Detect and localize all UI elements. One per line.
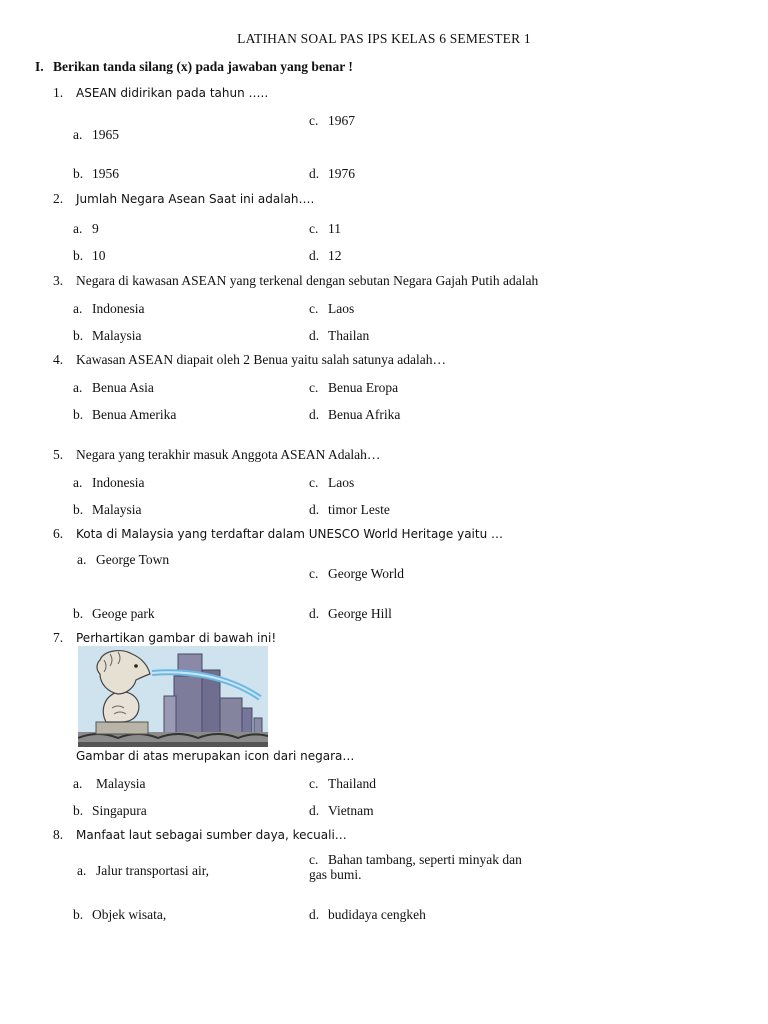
question-6 bbox=[53, 526, 503, 542]
option-1a[interactable] bbox=[73, 127, 119, 143]
option-6b[interactable] bbox=[73, 606, 155, 622]
option-letter: a. bbox=[73, 127, 83, 142]
question-7 bbox=[53, 630, 276, 646]
option-5a[interactable] bbox=[73, 475, 144, 491]
option-7c[interactable] bbox=[309, 776, 376, 792]
option-letter: c. bbox=[309, 113, 319, 128]
option-letter: d. bbox=[309, 407, 320, 422]
option-letter: b. bbox=[73, 803, 84, 818]
section-heading bbox=[35, 59, 353, 75]
option-8d[interactable] bbox=[309, 907, 426, 923]
question-number: 5. bbox=[53, 447, 64, 462]
option-2c[interactable] bbox=[309, 221, 341, 237]
question-text: Jumlah Negara Asean Saat ini adalah…. bbox=[76, 192, 315, 206]
option-letter: b. bbox=[73, 407, 84, 422]
option-letter: d. bbox=[309, 328, 320, 343]
option-text: 10 bbox=[92, 248, 106, 263]
option-text: Laos bbox=[328, 301, 355, 316]
option-text: Geoge park bbox=[92, 606, 155, 621]
option-letter: c. bbox=[309, 776, 319, 791]
option-text: Indonesia bbox=[92, 301, 145, 316]
option-2d[interactable] bbox=[309, 248, 342, 264]
option-6a[interactable] bbox=[77, 552, 169, 568]
option-letter: a. bbox=[73, 776, 83, 791]
option-letter: d. bbox=[309, 166, 320, 181]
option-4d[interactable] bbox=[309, 407, 400, 423]
option-text: Laos bbox=[328, 475, 355, 490]
option-letter: a. bbox=[77, 552, 87, 567]
option-letter: b. bbox=[73, 606, 84, 621]
option-text: Thailand bbox=[328, 776, 376, 791]
option-text: 1965 bbox=[92, 127, 119, 142]
option-letter: b. bbox=[73, 248, 84, 263]
option-4c[interactable] bbox=[309, 380, 398, 396]
merlion-skyline-image bbox=[78, 646, 268, 747]
option-text: Benua Amerika bbox=[92, 407, 177, 422]
option-letter: c. bbox=[309, 380, 319, 395]
option-letter: a. bbox=[73, 221, 83, 236]
question-number: 8. bbox=[53, 827, 64, 842]
question-text: Negara yang terakhir masuk Anggota ASEAN Adalah… bbox=[76, 447, 381, 462]
option-text: Vietnam bbox=[328, 803, 374, 818]
option-text: Benua Asia bbox=[92, 380, 154, 395]
option-8c[interactable] bbox=[309, 852, 534, 882]
option-text: Objek wisata, bbox=[92, 907, 167, 922]
merlion-illustration bbox=[78, 646, 268, 747]
option-text: 1967 bbox=[328, 113, 355, 128]
option-2b[interactable] bbox=[73, 248, 106, 264]
question-3 bbox=[53, 273, 538, 289]
option-letter: d. bbox=[309, 502, 320, 517]
option-letter: b. bbox=[73, 502, 84, 517]
option-3d[interactable] bbox=[309, 328, 369, 344]
option-text: Indonesia bbox=[92, 475, 145, 490]
option-5d[interactable] bbox=[309, 502, 390, 518]
option-3c[interactable] bbox=[309, 301, 354, 317]
option-2a[interactable] bbox=[73, 221, 99, 237]
option-text: George World bbox=[328, 566, 405, 581]
option-letter: a. bbox=[77, 863, 87, 878]
question-number: 7. bbox=[53, 630, 64, 645]
question-number: 2. bbox=[53, 191, 64, 206]
question-5 bbox=[53, 447, 380, 463]
option-8b[interactable] bbox=[73, 907, 166, 923]
option-1c[interactable] bbox=[309, 113, 355, 129]
option-3b[interactable] bbox=[73, 328, 142, 344]
question-2 bbox=[53, 191, 314, 207]
option-8a[interactable] bbox=[77, 863, 209, 879]
question-number: 3. bbox=[53, 273, 64, 288]
option-letter: d. bbox=[309, 803, 320, 818]
question-8 bbox=[53, 827, 347, 843]
question-text: Kota di Malaysia yang terdaftar dalam UNESCO World Heritage yaitu … bbox=[76, 527, 504, 541]
question-1 bbox=[53, 85, 268, 101]
option-letter: c. bbox=[309, 475, 319, 490]
option-text: 11 bbox=[328, 221, 341, 236]
question-text: Kawasan ASEAN diapait oleh 2 Benua yaitu salah satunya adalah… bbox=[76, 352, 447, 367]
option-letter: c. bbox=[309, 852, 319, 867]
question-number: 1. bbox=[53, 85, 64, 100]
option-text: Jalur transportasi air, bbox=[96, 863, 210, 878]
question-text: Manfaat laut sebagai sumber daya, kecuali… bbox=[76, 828, 347, 842]
option-text: 9 bbox=[92, 221, 99, 236]
option-5b[interactable] bbox=[73, 502, 142, 518]
option-letter: c. bbox=[309, 221, 319, 236]
option-text: Thailan bbox=[328, 328, 370, 343]
option-text: 1956 bbox=[92, 166, 119, 181]
question-number: 4. bbox=[53, 352, 64, 367]
question-text: ASEAN didirikan pada tahun ….. bbox=[76, 86, 269, 100]
section-number: I. bbox=[35, 59, 44, 74]
option-letter: b. bbox=[73, 907, 84, 922]
option-letter: a. bbox=[73, 475, 83, 490]
option-text: Singapura bbox=[92, 803, 147, 818]
option-letter: c. bbox=[309, 301, 319, 316]
option-text: Benua Afrika bbox=[328, 407, 401, 422]
option-7b[interactable] bbox=[73, 803, 147, 819]
option-text: budidaya cengkeh bbox=[328, 907, 426, 922]
option-letter: d. bbox=[309, 606, 320, 621]
option-letter: b. bbox=[73, 328, 84, 343]
image-caption: Gambar di atas merupakan icon dari negara… bbox=[76, 749, 355, 763]
option-1b[interactable] bbox=[73, 166, 119, 182]
option-letter: d. bbox=[309, 907, 320, 922]
option-text: 1976 bbox=[328, 166, 355, 181]
option-text: Malaysia bbox=[92, 328, 142, 343]
option-text: Malaysia bbox=[92, 502, 142, 517]
option-4a[interactable] bbox=[73, 380, 154, 396]
section-instruction: Berikan tanda silang (x) pada jawaban yang benar ! bbox=[53, 59, 353, 74]
option-letter: b. bbox=[73, 166, 84, 181]
option-text: timor Leste bbox=[328, 502, 390, 517]
option-7a[interactable] bbox=[73, 776, 146, 792]
page-title: LATIHAN SOAL PAS IPS KELAS 6 SEMESTER 1 bbox=[237, 31, 531, 46]
option-letter: a. bbox=[73, 380, 83, 395]
option-4b[interactable] bbox=[73, 407, 176, 423]
option-text: Malaysia bbox=[96, 776, 146, 791]
option-text: George Hill bbox=[328, 606, 392, 621]
option-text: Bahan tambang, seperti minyak dan gas bumi. bbox=[309, 852, 522, 882]
option-text: Benua Eropa bbox=[328, 380, 399, 395]
option-5c[interactable] bbox=[309, 475, 354, 491]
question-number: 6. bbox=[53, 526, 64, 541]
option-letter: c. bbox=[309, 566, 319, 581]
question-4 bbox=[53, 352, 446, 368]
option-3a[interactable] bbox=[73, 301, 144, 317]
option-text: George Town bbox=[96, 552, 170, 567]
option-letter: a. bbox=[73, 301, 83, 316]
option-letter: d. bbox=[309, 248, 320, 263]
option-6c[interactable] bbox=[309, 566, 404, 582]
option-text: 12 bbox=[328, 248, 342, 263]
option-6d[interactable] bbox=[309, 606, 392, 622]
question-text: Negara di kawasan ASEAN yang terkenal dengan sebutan Negara Gajah Putih adalah bbox=[76, 273, 539, 288]
question-text: Perhartikan gambar di bawah ini! bbox=[76, 631, 277, 645]
option-7d[interactable] bbox=[309, 803, 374, 819]
option-1d[interactable] bbox=[309, 166, 355, 182]
